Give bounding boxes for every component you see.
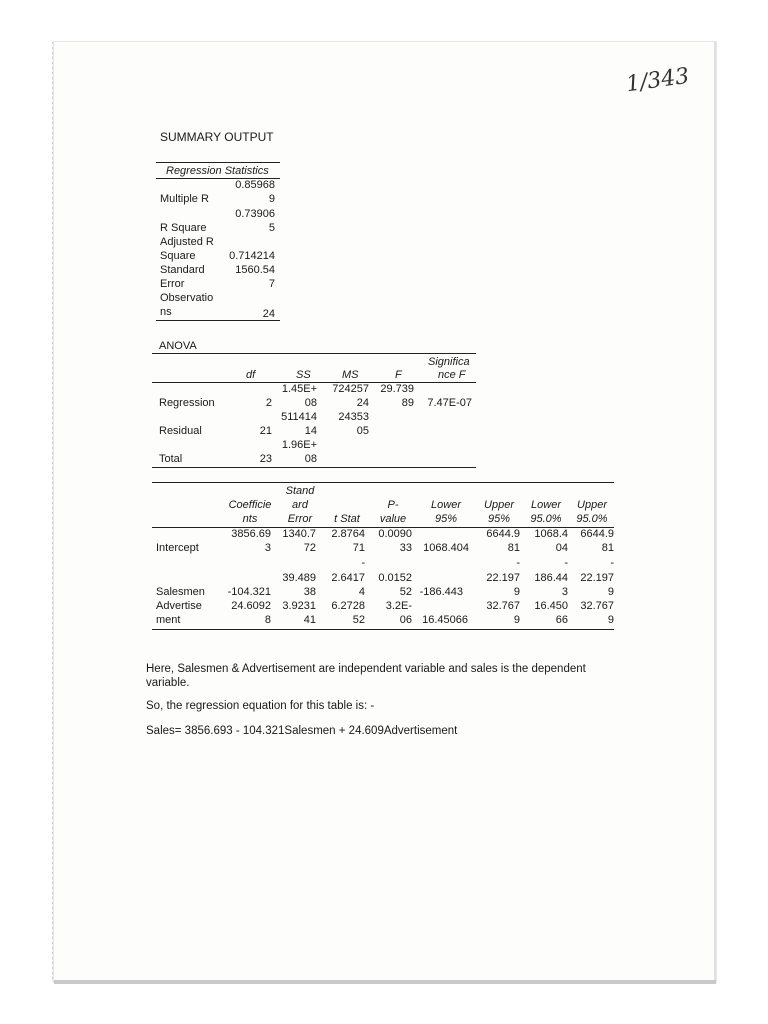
stat-value: 5 xyxy=(268,222,275,234)
stat-value: 0.85968 xyxy=(235,179,275,191)
coef-cell: 52 xyxy=(352,614,365,626)
coef-row-label: ment xyxy=(156,614,181,626)
note-line: variable. xyxy=(146,677,190,689)
stat-label: Standard xyxy=(160,264,205,276)
anova-cell: 24 xyxy=(356,397,369,409)
coef-cell-dash: - xyxy=(361,557,365,569)
coef-cell: 9 xyxy=(513,614,520,626)
paper-sheet xyxy=(54,42,716,982)
coef-cell: 32.767 xyxy=(580,600,614,612)
coef-cell: 1068.4 xyxy=(534,528,568,540)
coef-cell: 2.6417 xyxy=(331,572,365,584)
regression-statistics-header: Regression Statistics xyxy=(166,165,269,177)
anova-cell: 23 xyxy=(259,453,272,465)
coef-cell: 39.489 xyxy=(282,572,316,584)
anova-cell: 21 xyxy=(259,425,272,437)
coef-cell: 24.6092 xyxy=(231,600,271,612)
anova-cell: 2 xyxy=(265,397,272,409)
divider xyxy=(152,353,476,354)
coef-header: Lower xyxy=(531,499,561,511)
coef-header: 95% xyxy=(487,513,511,525)
coef-cell: 1068.404 xyxy=(423,542,469,554)
coef-cell: 04 xyxy=(555,542,568,554)
coef-cell: 9 xyxy=(607,586,614,598)
coef-header: Error xyxy=(287,513,313,525)
note-line: Here, Salesmen & Advertisement are independent variable and sales is the dependent xyxy=(146,663,586,675)
coef-cell: 3 xyxy=(264,542,271,554)
anova-cell: 7.47E-07 xyxy=(427,397,472,409)
coef-cell: 32.767 xyxy=(486,600,520,612)
anova-header-significance: nce F xyxy=(438,369,466,381)
stat-value: 7 xyxy=(268,278,275,290)
anova-row-label: Regression xyxy=(159,397,215,409)
coef-row-label: Advertise xyxy=(156,600,202,612)
anova-cell: 08 xyxy=(304,397,317,409)
stat-value: 9 xyxy=(268,193,275,205)
coef-header: 95.0% xyxy=(530,513,562,525)
anova-cell: 24353 xyxy=(338,411,369,423)
anova-row-label: Total xyxy=(159,453,183,465)
divider xyxy=(152,467,476,468)
paper-edge-right xyxy=(714,42,716,982)
coef-header: ard xyxy=(292,499,308,511)
divider xyxy=(156,162,280,163)
stat-label: ns xyxy=(160,306,172,318)
coef-cell: 71 xyxy=(352,542,365,554)
coef-cell: 66 xyxy=(555,614,568,626)
coef-header: t Stat xyxy=(334,513,360,525)
coef-header: Coefficie xyxy=(228,499,272,511)
coef-cell: 3.9231 xyxy=(282,600,316,612)
coef-cell: 8 xyxy=(264,614,271,626)
coef-row-label: Intercept xyxy=(156,542,199,554)
anova-header-ms: MS xyxy=(342,369,359,381)
coef-cell: -104.321 xyxy=(227,586,271,598)
anova-cell: 29.739 xyxy=(380,383,414,395)
stat-value: 0.714214 xyxy=(229,250,275,262)
anova-cell: 724257 xyxy=(332,383,369,395)
stat-label: Multiple R xyxy=(160,193,209,205)
coef-cell: 22.197 xyxy=(580,572,614,584)
anova-cell: 08 xyxy=(304,453,317,465)
regression-equation: Sales= 3856.693 - 104.321Salesmen + 24.609Advertisement xyxy=(146,725,458,737)
paper-edge-bottom xyxy=(54,980,716,984)
coef-header: Stand xyxy=(285,485,315,497)
anova-row-label: Residual xyxy=(159,425,202,437)
coef-cell: 33 xyxy=(399,542,412,554)
coef-cell: 6644.9 xyxy=(580,528,614,540)
coef-cell: 3 xyxy=(561,586,568,598)
stat-value: 0.73906 xyxy=(235,208,275,220)
coef-cell: 0.0090 xyxy=(378,528,412,540)
coef-cell: 186.44 xyxy=(534,572,568,584)
coef-cell: 72 xyxy=(303,542,316,554)
coef-cell: 6.2728 xyxy=(331,600,365,612)
coef-row-label: Salesmen xyxy=(156,586,205,598)
coef-header: P- xyxy=(387,499,399,511)
coef-cell: 81 xyxy=(507,542,520,554)
coef-cell: 3.2E- xyxy=(385,600,412,612)
divider xyxy=(152,482,614,483)
coef-header: Upper xyxy=(484,499,514,511)
anova-cell: 89 xyxy=(401,397,414,409)
coef-header: Upper xyxy=(577,499,607,511)
coef-header: 95.0% xyxy=(576,513,608,525)
coef-cell: 6644.9 xyxy=(486,528,520,540)
coef-cell-dash: - xyxy=(610,557,614,569)
coef-header: 95% xyxy=(434,513,458,525)
stat-label: R Square xyxy=(160,222,207,234)
summary-title: SUMMARY OUTPUT xyxy=(160,130,274,144)
anova-cell: 14 xyxy=(304,425,317,437)
anova-cell: 1.96E+ xyxy=(281,439,317,451)
coef-cell: 16.450 xyxy=(534,600,568,612)
coef-cell-dash: - xyxy=(564,557,568,569)
coef-cell: -186.443 xyxy=(419,586,463,598)
coef-cell: 0.0152 xyxy=(378,572,412,584)
anova-title: ANOVA xyxy=(159,340,197,352)
note-line: So, the regression equation for this table is: - xyxy=(146,700,375,712)
coef-cell: 2.8764 xyxy=(331,528,365,540)
anova-header-df: df xyxy=(246,369,256,381)
coef-cell: 9 xyxy=(513,586,520,598)
coef-cell: 1340.7 xyxy=(282,528,316,540)
coef-cell: 52 xyxy=(399,586,412,598)
anova-header-significance: Significa xyxy=(428,356,470,368)
stat-value: 24 xyxy=(262,308,275,320)
stat-label: Square xyxy=(160,250,196,262)
coef-cell: 41 xyxy=(303,614,316,626)
stat-value: 1560.54 xyxy=(235,264,275,276)
coef-cell: 4 xyxy=(358,586,365,598)
anova-cell: 511414 xyxy=(281,411,317,423)
coef-cell: 16.45066 xyxy=(422,614,468,626)
coef-cell: 3856.69 xyxy=(231,528,271,540)
coef-cell-dash: - xyxy=(516,557,520,569)
coef-cell: 06 xyxy=(399,614,412,626)
stat-label: Observatio xyxy=(160,292,214,304)
stat-label: Error xyxy=(160,278,185,290)
coef-cell: 22.197 xyxy=(486,572,520,584)
coef-header: Lower xyxy=(431,499,461,511)
divider xyxy=(152,629,614,630)
coef-cell: 38 xyxy=(303,586,316,598)
stat-label: Adjusted R xyxy=(160,236,214,248)
coef-cell: 9 xyxy=(607,614,614,626)
divider xyxy=(156,320,280,321)
anova-cell: 05 xyxy=(356,425,369,437)
anova-header-ss: SS xyxy=(296,369,311,381)
coef-header: nts xyxy=(242,513,258,525)
coef-header: value xyxy=(379,513,407,525)
handwritten-page-mark: 1/343 xyxy=(624,63,691,98)
coef-cell: 81 xyxy=(601,542,614,554)
anova-header-f: F xyxy=(395,369,402,381)
anova-cell: 1.45E+ xyxy=(281,383,317,395)
